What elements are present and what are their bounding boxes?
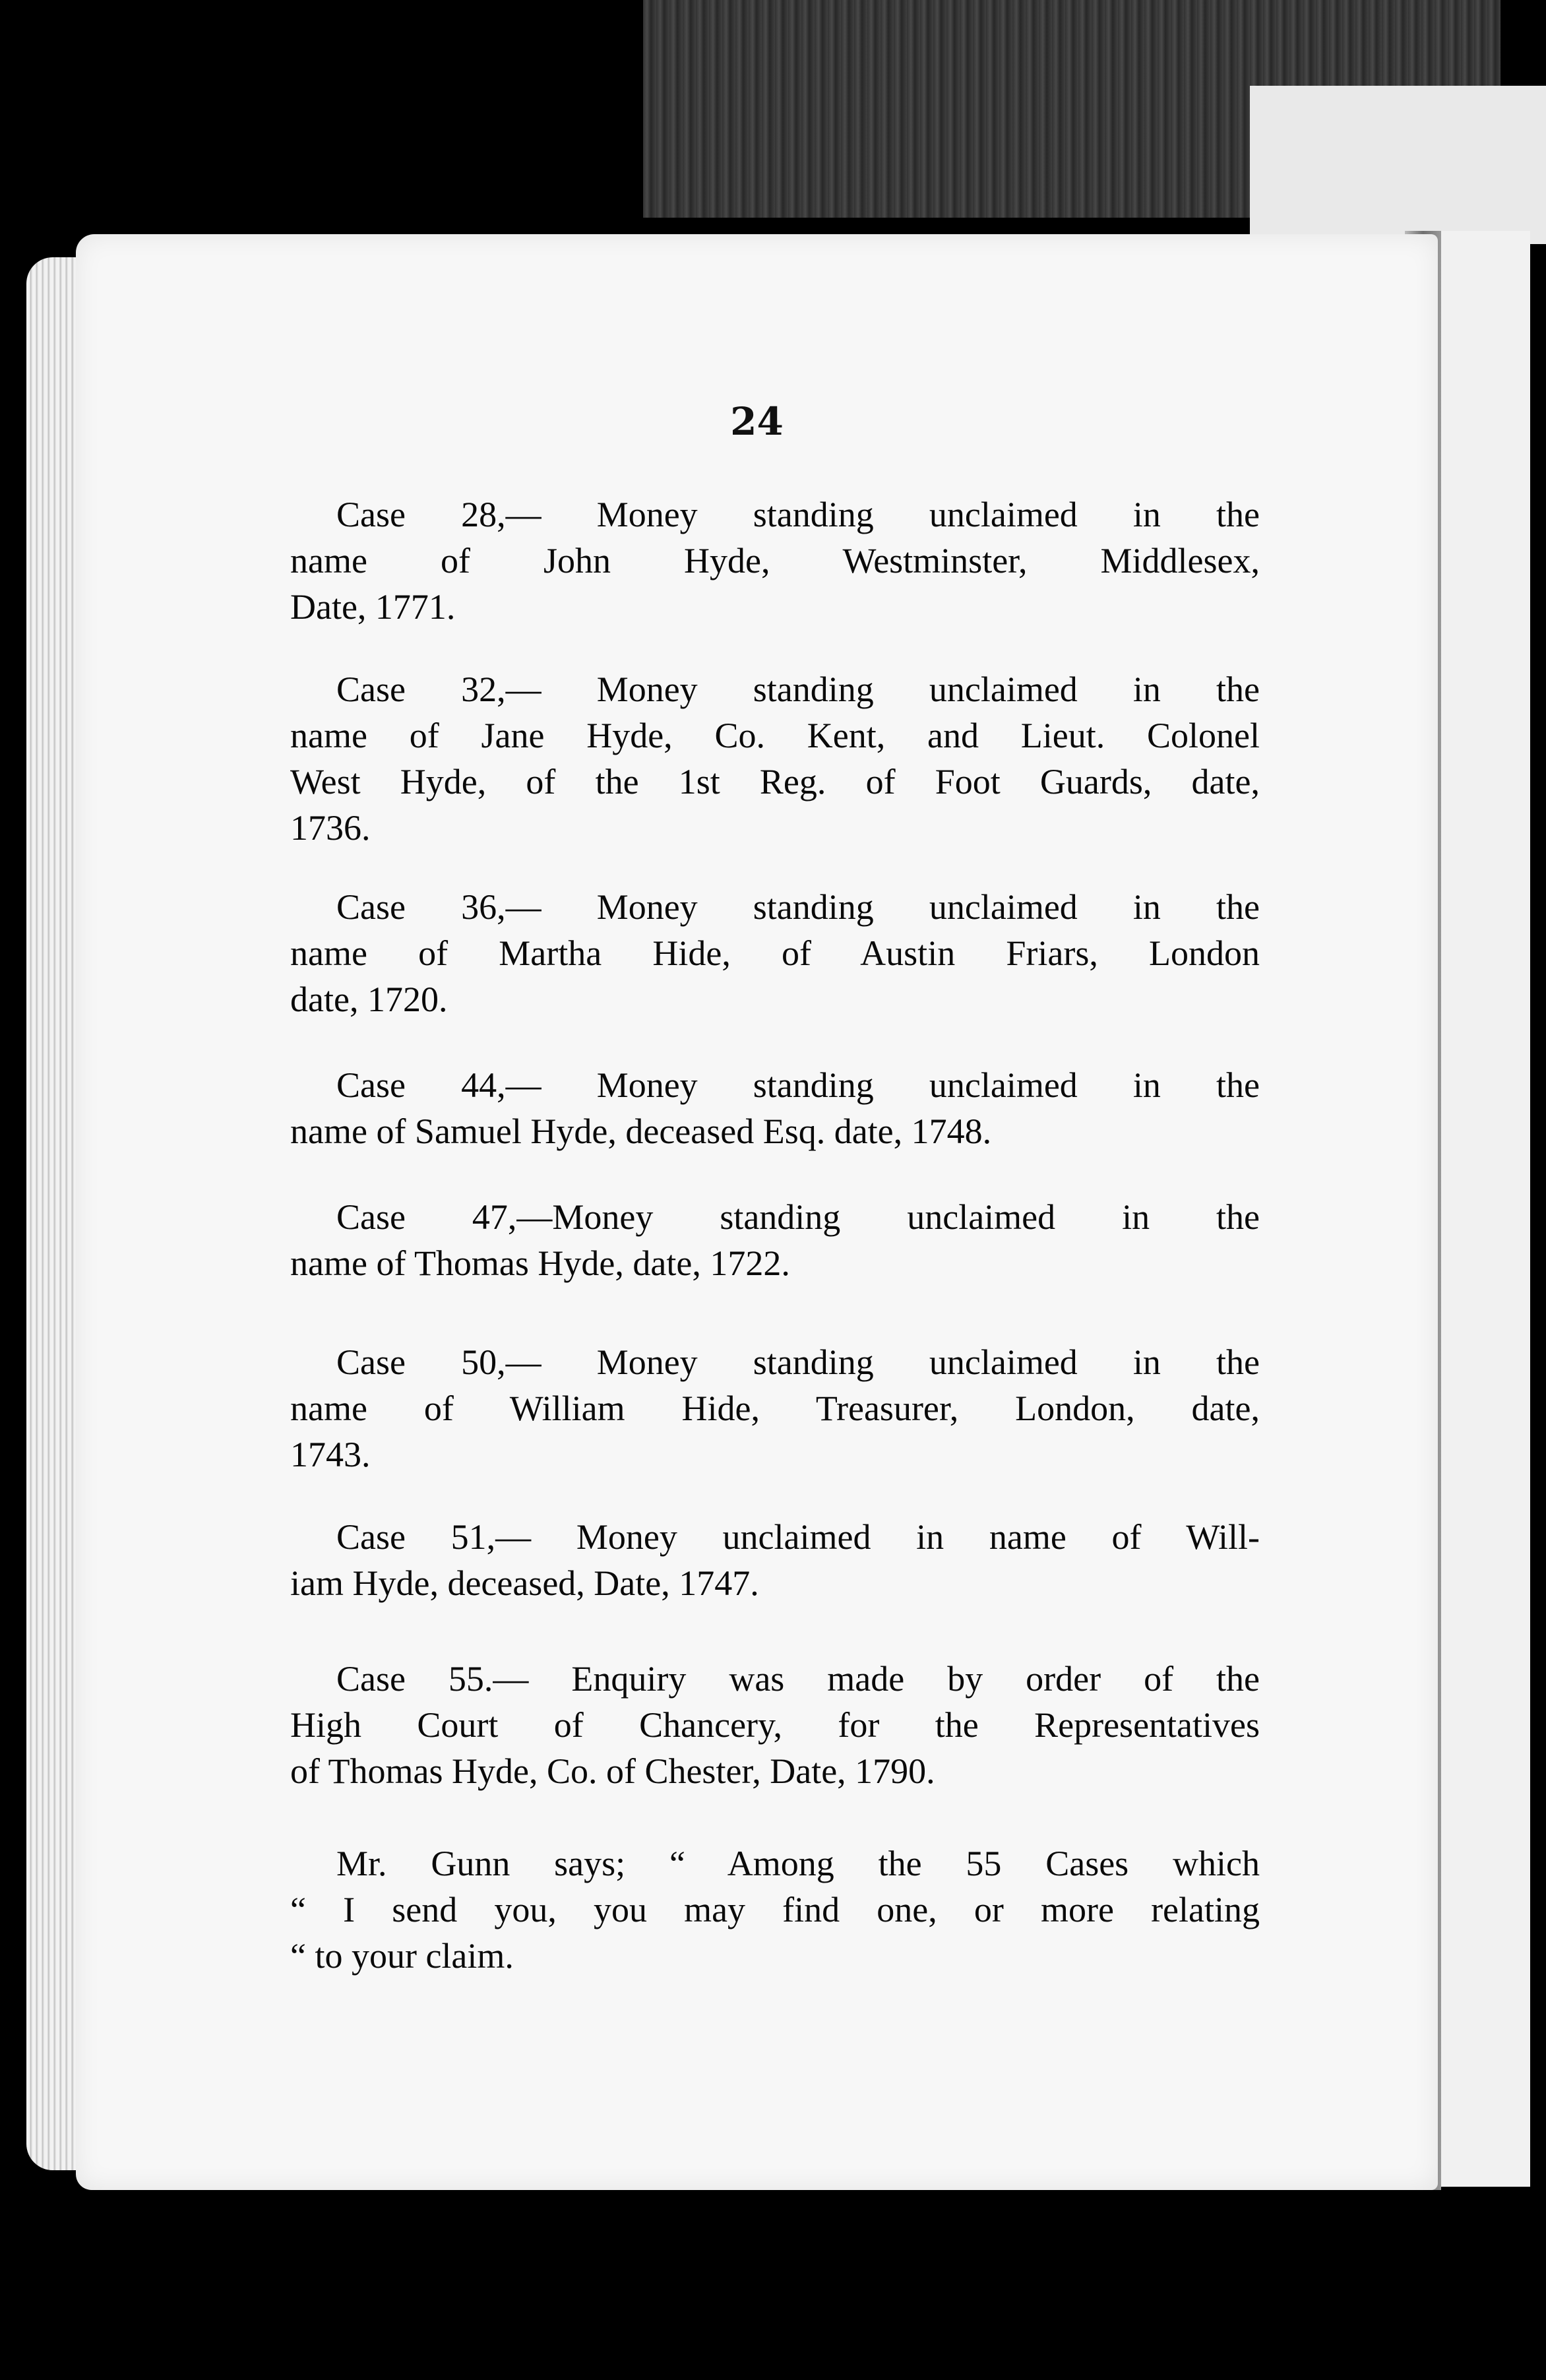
case-entry-51 xyxy=(290,1514,1260,1606)
entry-line: Case 44,— Money standing unclaimed in the xyxy=(336,1065,1260,1105)
case-entry-36 xyxy=(290,884,1260,1022)
film-frame-edge xyxy=(1250,86,1546,244)
case-entry-47 xyxy=(290,1194,1260,1286)
page-number: 24 xyxy=(730,399,784,444)
closing-quote xyxy=(290,1840,1260,1979)
facing-page-edge xyxy=(1441,231,1530,2187)
entry-line: Date, 1771. xyxy=(290,587,456,627)
entry-line: name of John Hyde, Westminster, Middlesex, xyxy=(290,541,1260,580)
case-entry-50 xyxy=(290,1339,1260,1478)
entry-line: name of Thomas Hyde, date, 1722. xyxy=(290,1243,790,1283)
entry-line: 1736. xyxy=(290,808,371,848)
entry-line: High Court of Chancery, for the Representatives xyxy=(290,1705,1260,1745)
entry-line: iam Hyde, deceased, Date, 1747. xyxy=(290,1563,759,1603)
case-entry-44 xyxy=(290,1062,1260,1154)
entry-line: name of Martha Hide, of Austin Friars, London xyxy=(290,933,1260,973)
entry-line: Case 32,— Money standing unclaimed in the xyxy=(336,670,1260,709)
entry-line: Mr. Gunn says; “ Among the 55 Cases which xyxy=(336,1844,1260,1883)
entry-line: Case 28,— Money standing unclaimed in the xyxy=(336,495,1260,534)
entry-line: date, 1720. xyxy=(290,980,448,1019)
entry-line: 1743. xyxy=(290,1435,371,1474)
case-entry-28 xyxy=(290,491,1260,630)
entry-line: Case 51,— Money unclaimed in name of Will- xyxy=(336,1517,1260,1557)
entry-line: Case 50,— Money standing unclaimed in the xyxy=(336,1342,1260,1382)
entry-line: West Hyde, of the 1st Reg. of Foot Guards, date, xyxy=(290,762,1260,801)
entry-line: of Thomas Hyde, Co. of Chester, Date, 1790. xyxy=(290,1751,935,1791)
entry-line: Case 36,— Money standing unclaimed in the xyxy=(336,887,1260,927)
entry-line: name of William Hide, Treasurer, London, date, xyxy=(290,1389,1260,1428)
entry-line: name of Samuel Hyde, deceased Esq. date, 1748. xyxy=(290,1112,992,1151)
entry-line: Case 47,—Money standing unclaimed in the xyxy=(336,1197,1260,1237)
entry-line: “ I send you, you may find one, or more relating xyxy=(290,1890,1260,1929)
entry-line: Case 55.— Enquiry was made by order of the xyxy=(336,1659,1260,1699)
case-entry-55 xyxy=(290,1656,1260,1794)
entry-line: name of Jane Hyde, Co. Kent, and Lieut. Colonel xyxy=(290,716,1260,755)
case-entry-32 xyxy=(290,666,1260,851)
entry-line: “ to your claim. xyxy=(290,1936,514,1976)
